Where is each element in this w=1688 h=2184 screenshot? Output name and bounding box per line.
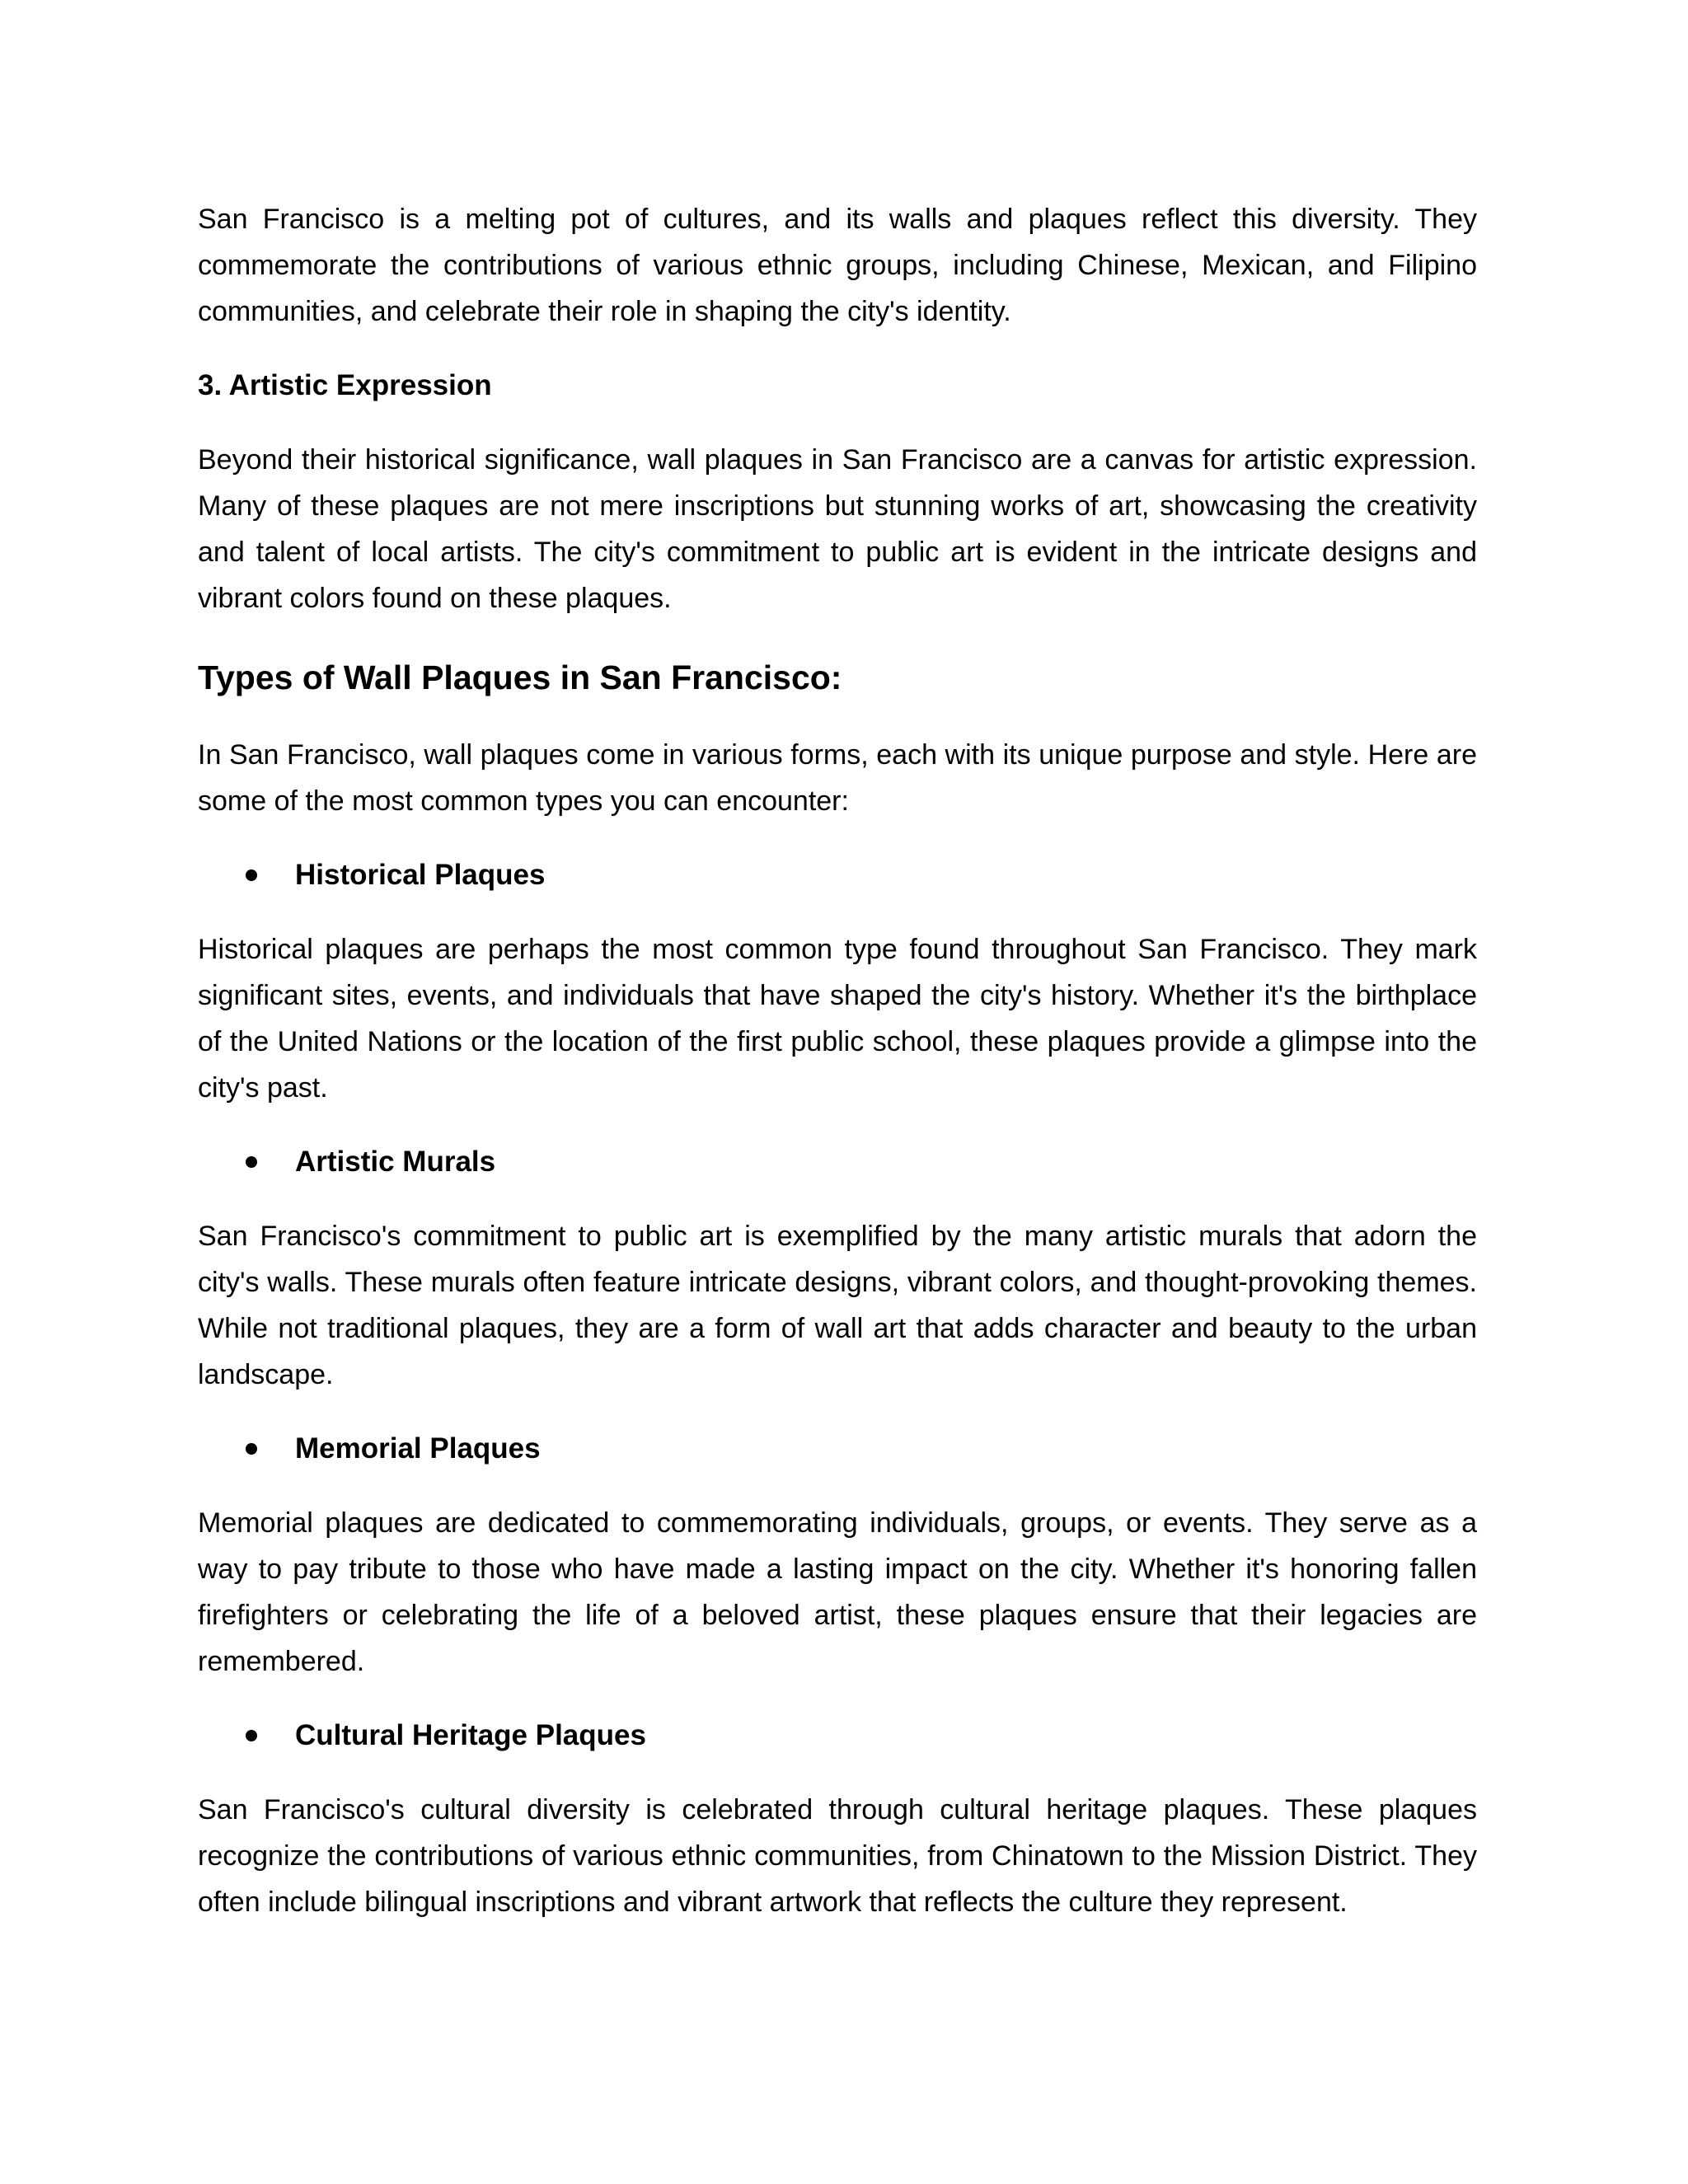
spacer	[198, 1685, 1477, 1713]
bullet-historical-plaques	[198, 852, 1477, 898]
spacer	[198, 898, 1477, 926]
bullet-icon	[246, 1443, 257, 1455]
spacer	[198, 1398, 1477, 1426]
paragraph-artistic-expression: Beyond their historical significance, wall plaques in San Francisco are a canvas for artistic expression. Many of these plaques are not mere inscriptions but stunning works of art, showcasing the creativity and talent of local artists. The city's commitment to public art is evident in the intricate designs and vibrant colors found on these plaques.	[198, 444, 1477, 614]
bullet-icon	[246, 869, 257, 881]
spacer	[198, 1111, 1477, 1139]
spacer	[198, 621, 1477, 653]
paragraph-cultural-diversity: San Francisco is a melting pot of cultures, and its walls and plaques reflect this diversity. They commemorate the contributions of various ethnic groups, including Chinese, Mexican, and Filipino communities, and celebrate their role in shaping the city's identity.	[198, 204, 1477, 327]
bullet-artistic-murals	[198, 1139, 1477, 1185]
bullet-icon	[246, 1730, 257, 1741]
bullet-label: Historical Plaques	[295, 859, 546, 891]
bullet-label: Memorial Plaques	[295, 1432, 541, 1465]
spacer	[198, 409, 1477, 437]
bullet-label: Artistic Murals	[295, 1146, 496, 1178]
paragraph-historical-plaques: Historical plaques are perhaps the most common type found throughout San Francisco. They mark significant sites, events, and individuals that have shaped the city's history. Whether it's the birthplace of the United Nations or the location of the first public school, these plaques provide a glimpse into the city's past.	[198, 934, 1477, 1104]
spacer	[198, 702, 1477, 732]
subheading-artistic-expression: 3. Artistic Expression	[198, 369, 492, 401]
spacer	[198, 335, 1477, 363]
bullet-cultural-heritage-plaques	[198, 1713, 1477, 1759]
bullet-memorial-plaques	[198, 1426, 1477, 1472]
document-content	[198, 196, 1477, 1925]
paragraph-types-intro: In San Francisco, wall plaques come in various forms, each with its unique purpose and style. Here are some of the most common types you can encounter:	[198, 739, 1477, 817]
spacer	[198, 824, 1477, 852]
spacer	[198, 1759, 1477, 1787]
paragraph-cultural-heritage-plaques: San Francisco's cultural diversity is celebrated through cultural heritage plaques. These plaques recognize the contributions of various ethnic communities, from Chinatown to the Mission District. They often include bilingual inscriptions and vibrant artwork that reflects the culture they represent.	[198, 1794, 1477, 1918]
spacer	[198, 1472, 1477, 1500]
bullet-label: Cultural Heritage Plaques	[295, 1719, 646, 1751]
bullet-icon	[246, 1156, 257, 1168]
heading-types-of-wall-plaques: Types of Wall Plaques in San Francisco:	[198, 658, 842, 696]
spacer	[198, 1185, 1477, 1213]
paragraph-artistic-murals: San Francisco's commitment to public art is exemplified by the many artistic murals that adorn the city's walls. These murals often feature intricate designs, vibrant colors, and thought-provoking themes. While not traditional plaques, they are a form of wall art that adds character and beauty to the urban landscape.	[198, 1221, 1477, 1390]
paragraph-memorial-plaques: Memorial plaques are dedicated to commemorating individuals, groups, or events. They serve as a way to pay tribute to those who have made a lasting impact on the city. Whether it's honoring fallen firefighters or celebrating the life of a beloved artist, these plaques ensure that their legacies are remembered.	[198, 1507, 1477, 1677]
